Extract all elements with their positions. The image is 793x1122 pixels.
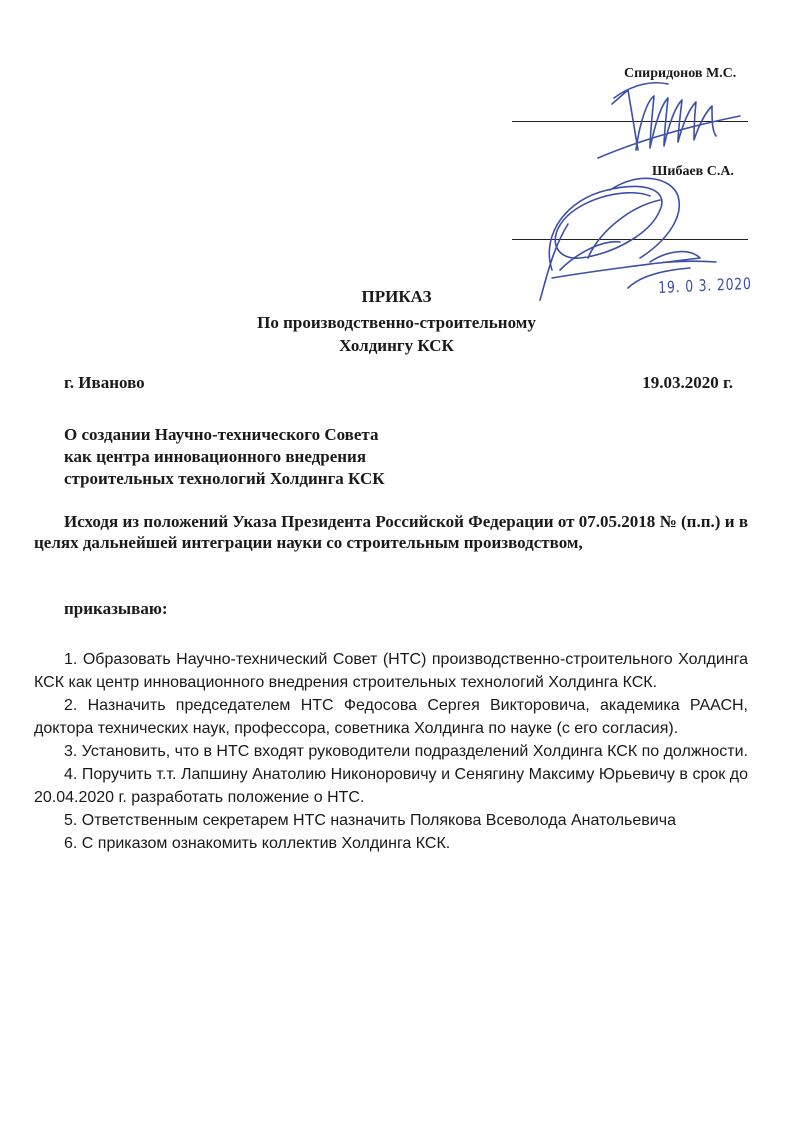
order-item: 6. С приказом ознакомить коллектив Холдинга КСК. <box>64 835 451 852</box>
order-item: 4. Поручить т.т. Лапшину Анатолию Никоноровичу и Сенягину Максиму Юрьевичу в срок до 20.04.2020 г. разработать положение о НТС. <box>34 766 748 806</box>
subject-line: строительных технологий Холдинга КСК <box>64 469 385 488</box>
document-place: г. Иваново <box>64 373 145 392</box>
subject-line: как центра инновационного внедрения <box>64 447 367 466</box>
order-keyword: приказываю: <box>64 599 168 618</box>
order-item: 1. Образовать Научно-технический Совет (НТС) производственно-строительного Холдинга КСК как центр инновационного внедрения строительных технологий Холдинга КСК. <box>34 651 748 691</box>
received-date-stamp: 19. 0 3. 2020 <box>658 273 752 297</box>
signature-1-stroke <box>598 83 740 158</box>
document-subtitle-line-1: По производственно-строительному <box>257 313 536 332</box>
order-item: 5. Ответственным секретарем НТС назначить Полякова Всеволода Анатольевича <box>64 812 676 829</box>
order-items-list <box>34 648 748 855</box>
document-subject <box>64 424 385 490</box>
document-title: ПРИКАЗ <box>361 287 432 306</box>
signer-name-1: Спиридонов М.С. <box>624 66 737 81</box>
approval-signatures <box>0 0 793 320</box>
document-subtitle-line-2: Холдингу КСК <box>339 336 454 355</box>
subject-line: О создании Научно-технического Совета <box>64 425 379 444</box>
handwritten-signatures <box>0 0 793 320</box>
document-date: 19.03.2020 г. <box>642 373 733 392</box>
order-item: 2. Назначить председателем НТС Федосова Сергея Викторовича, академика РААСН, доктора технических наук, профессора, советника Холдинга по науке (с его согласия). <box>34 697 748 737</box>
order-item: 3. Установить, что в НТС входят руководители подразделений Холдинга КСК по должности. <box>64 743 748 760</box>
preamble-paragraph: Исходя из положений Указа Президента Российской Федерации от 07.05.2018 № (п.п.) и в целях дальнейшей интеграции науки со строительным производством, <box>34 512 748 552</box>
signer-name-2: Шибаев С.А. <box>652 164 734 179</box>
